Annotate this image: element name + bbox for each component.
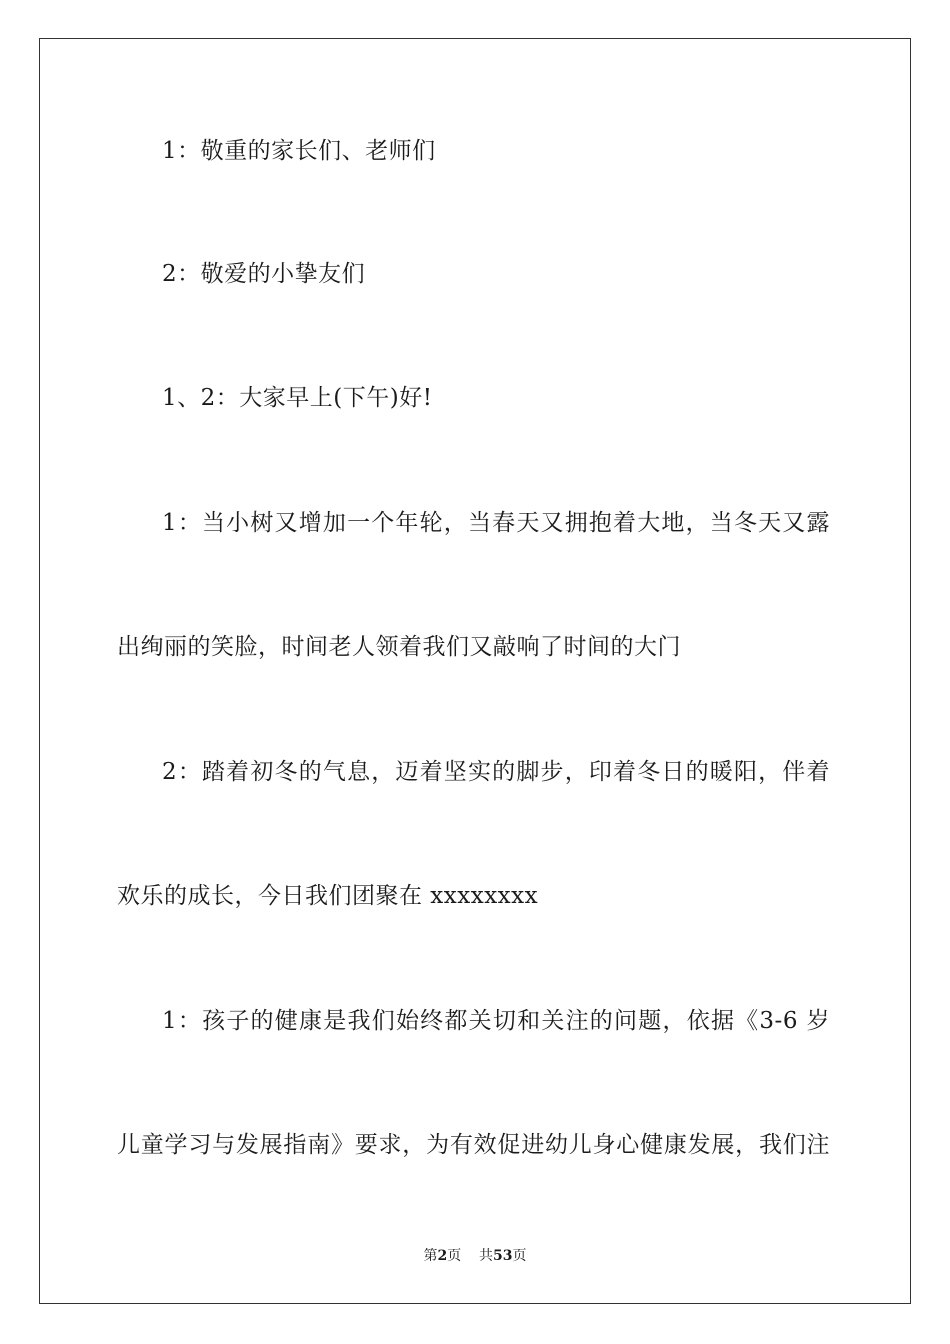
page-footer	[0, 1246, 950, 1266]
text-line-1: 1：敬重的家长们、老师们	[162, 138, 436, 164]
current-page-number: 2	[437, 1248, 448, 1264]
text-line-8: 1：孩子的健康是我们始终都关切和关注的问题，依据《3-6 岁	[162, 1008, 830, 1034]
total-page-count: 53	[493, 1248, 513, 1264]
text-line-6: 2：踏着初冬的气息，迈着坚实的脚步，印着冬日的暖阳，伴着	[162, 759, 830, 785]
page-label-suffix: 页	[447, 1248, 462, 1264]
text-line-5: 出绚丽的笑脸，时间老人领着我们又敲响了时间的大门	[117, 634, 681, 660]
page-border	[39, 38, 911, 1304]
text-line-7: 欢乐的成长，今日我们团聚在 xxxxxxxx	[117, 883, 539, 909]
text-line-2: 2：敬爱的小挚友们	[162, 261, 366, 287]
page-label-prefix: 第	[423, 1248, 438, 1264]
total-label-suffix: 页	[512, 1248, 527, 1264]
text-line-9: 儿童学习与发展指南》要求，为有效促进幼儿身心健康发展，我们注	[117, 1132, 830, 1158]
total-label-prefix: 共	[479, 1248, 494, 1264]
text-line-4: 1：当小树又增加一个年轮，当春天又拥抱着大地，当冬天又露	[162, 510, 830, 536]
text-line-3: 1、2：大家早上(下午)好!	[162, 385, 433, 411]
